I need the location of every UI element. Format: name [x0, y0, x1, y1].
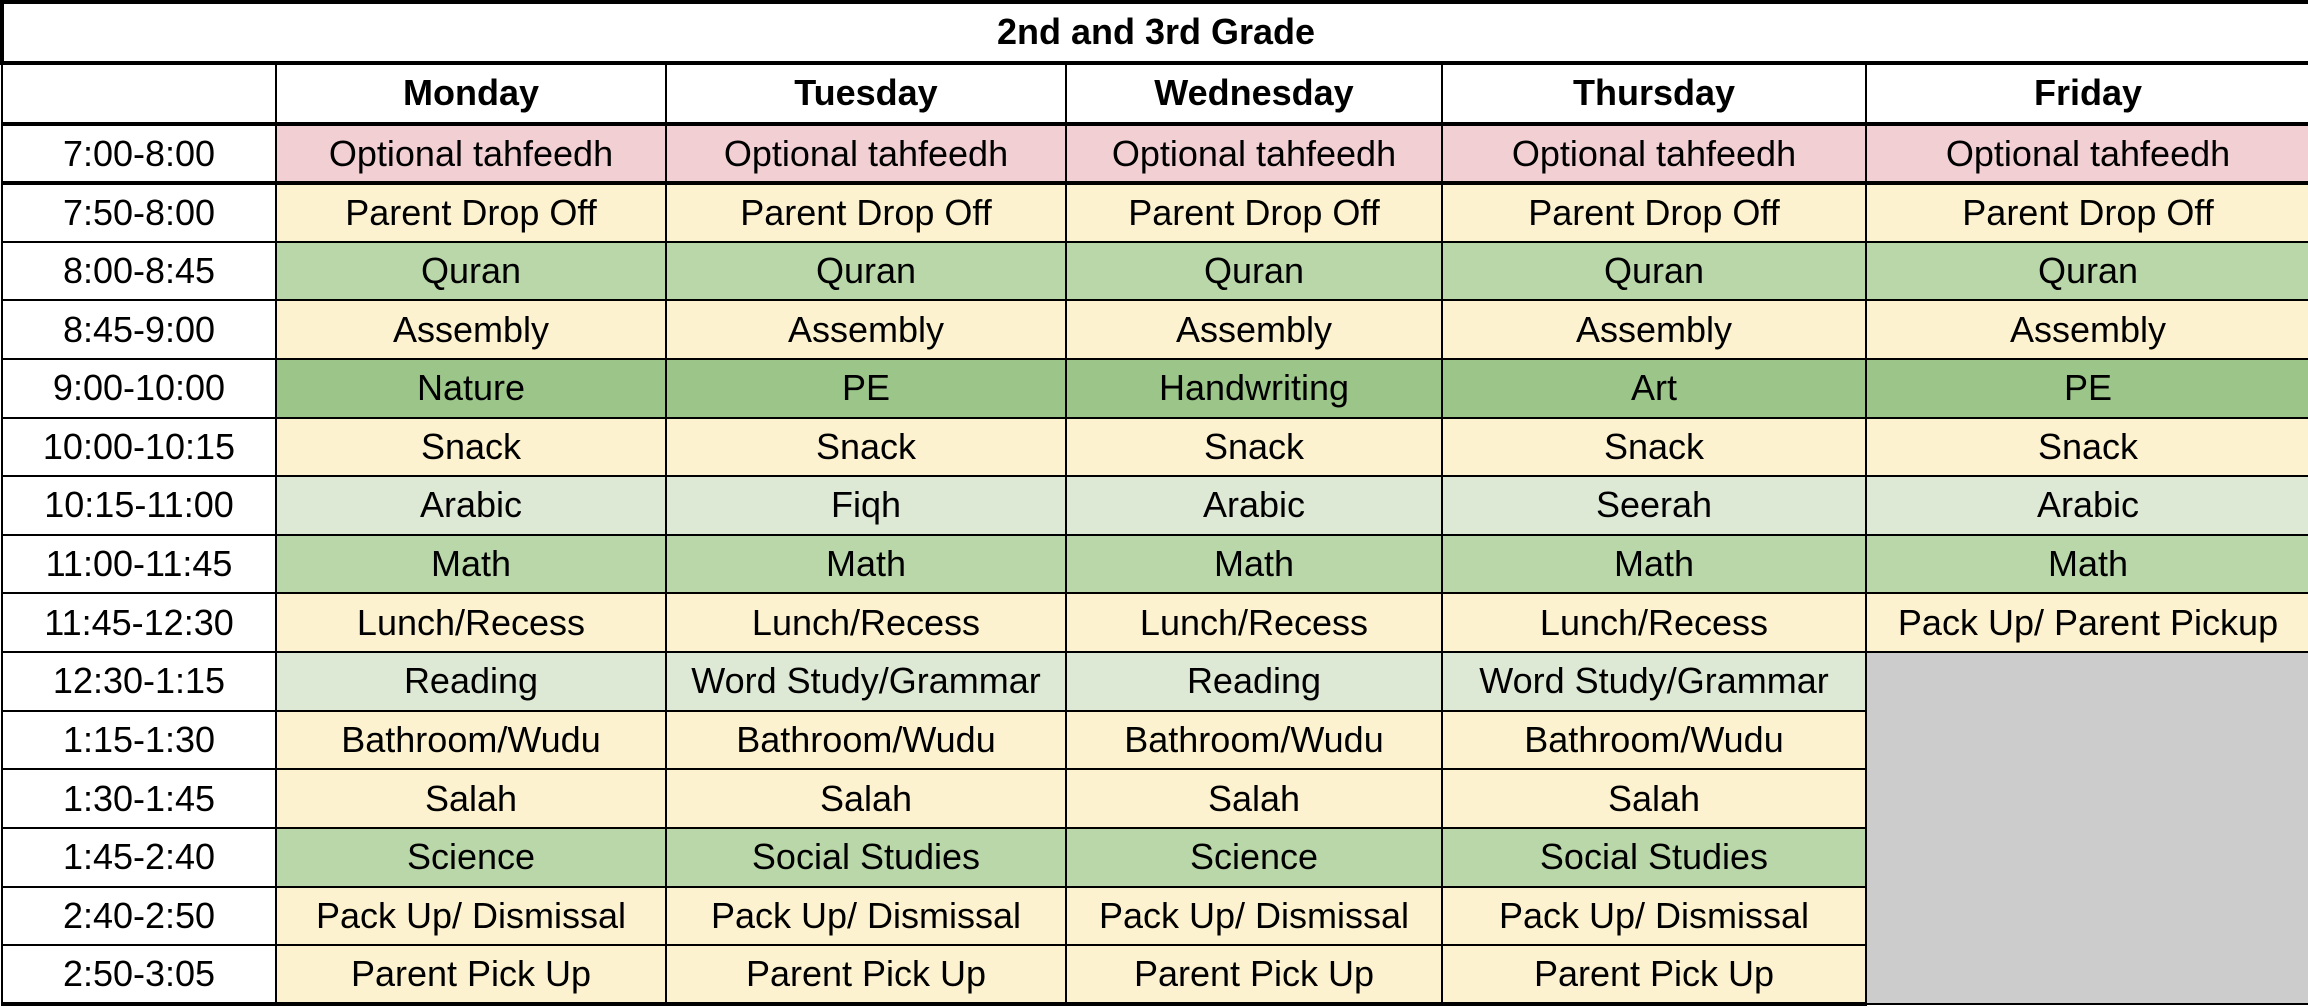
schedule-row — [2, 124, 2308, 183]
schedule-cell: Quran — [276, 242, 666, 301]
schedule-cell: Assembly — [666, 300, 1066, 359]
schedule-cell: Parent Pick Up — [276, 945, 666, 1004]
schedule-cell: Parent Drop Off — [666, 183, 1066, 242]
schedule-cell: Parent Pick Up — [666, 945, 1066, 1004]
schedule-row — [2, 476, 2308, 535]
schedule-cell: Science — [1066, 828, 1442, 887]
schedule-row — [2, 300, 2308, 359]
day-header-tuesday: Tuesday — [666, 63, 1066, 125]
schedule-cell: Pack Up/ Dismissal — [1066, 887, 1442, 946]
schedule-cell: Pack Up/ Parent Pickup — [1866, 593, 2308, 652]
schedule-cell: Math — [1866, 535, 2308, 594]
time-slot-label: 7:50-8:00 — [2, 183, 276, 242]
schedule-cell: Arabic — [1866, 476, 2308, 535]
schedule-cell: Snack — [276, 418, 666, 477]
schedule-cell: Snack — [666, 418, 1066, 477]
time-slot-label: 10:15-11:00 — [2, 476, 276, 535]
schedule-cell: PE — [666, 359, 1066, 418]
schedule-cell: Parent Drop Off — [1066, 183, 1442, 242]
schedule-cell: Salah — [276, 769, 666, 828]
day-header-wednesday: Wednesday — [1066, 63, 1442, 125]
schedule-cell: Parent Pick Up — [1066, 945, 1442, 1004]
schedule-cell: PE — [1866, 359, 2308, 418]
schedule-cell: Snack — [1442, 418, 1866, 477]
schedule-row — [2, 652, 2308, 711]
schedule-row — [2, 418, 2308, 477]
schedule-cell: Salah — [666, 769, 1066, 828]
schedule-cell: Math — [666, 535, 1066, 594]
time-slot-label: 8:45-9:00 — [2, 300, 276, 359]
schedule-cell: Reading — [276, 652, 666, 711]
day-header-friday: Friday — [1866, 63, 2308, 125]
day-header-monday: Monday — [276, 63, 666, 125]
schedule-cell: Bathroom/Wudu — [1066, 711, 1442, 770]
time-slot-label: 11:00-11:45 — [2, 535, 276, 594]
time-slot-label: 10:00-10:15 — [2, 418, 276, 477]
time-slot-label: 2:40-2:50 — [2, 887, 276, 946]
schedule-cell: Science — [276, 828, 666, 887]
schedule-cell: Nature — [276, 359, 666, 418]
schedule-cell: Quran — [1066, 242, 1442, 301]
schedule-cell: Salah — [1066, 769, 1442, 828]
schedule-cell: Handwriting — [1066, 359, 1442, 418]
schedule-cell: Bathroom/Wudu — [276, 711, 666, 770]
schedule-cell: Optional tahfeedh — [276, 124, 666, 183]
day-header-thursday: Thursday — [1442, 63, 1866, 125]
schedule-cell: Lunch/Recess — [666, 593, 1066, 652]
schedule-cell: Bathroom/Wudu — [666, 711, 1066, 770]
title-row — [2, 2, 2308, 63]
schedule-cell: Pack Up/ Dismissal — [1442, 887, 1866, 946]
schedule-cell: Pack Up/ Dismissal — [276, 887, 666, 946]
time-slot-label: 1:30-1:45 — [2, 769, 276, 828]
schedule-cell: Parent Drop Off — [1866, 183, 2308, 242]
schedule-cell: Arabic — [276, 476, 666, 535]
schedule-cell: Parent Drop Off — [276, 183, 666, 242]
schedule-cell: Parent Drop Off — [1442, 183, 1866, 242]
time-slot-label: 1:45-2:40 — [2, 828, 276, 887]
friday-empty-block — [1866, 652, 2308, 1004]
schedule-cell: Social Studies — [666, 828, 1066, 887]
schedule-cell: Lunch/Recess — [276, 593, 666, 652]
time-slot-label: 7:00-8:00 — [2, 124, 276, 183]
schedule-cell: Lunch/Recess — [1066, 593, 1442, 652]
schedule-cell: Salah — [1442, 769, 1866, 828]
schedule-cell: Assembly — [276, 300, 666, 359]
schedule-cell: Fiqh — [666, 476, 1066, 535]
time-slot-label: 1:15-1:30 — [2, 711, 276, 770]
schedule-cell: Optional tahfeedh — [1442, 124, 1866, 183]
schedule-cell: Social Studies — [1442, 828, 1866, 887]
time-slot-label: 12:30-1:15 — [2, 652, 276, 711]
schedule-cell: Quran — [1866, 242, 2308, 301]
schedule-title: 2nd and 3rd Grade — [2, 2, 2308, 63]
schedule-cell: Bathroom/Wudu — [1442, 711, 1866, 770]
schedule-cell: Pack Up/ Dismissal — [666, 887, 1066, 946]
schedule-cell: Math — [1442, 535, 1866, 594]
schedule-cell: Assembly — [1866, 300, 2308, 359]
schedule-cell: Assembly — [1442, 300, 1866, 359]
time-slot-label: 2:50-3:05 — [2, 945, 276, 1004]
schedule-cell: Word Study/Grammar — [666, 652, 1066, 711]
time-column-header — [2, 63, 276, 125]
schedule-cell: Math — [276, 535, 666, 594]
time-slot-label: 9:00-10:00 — [2, 359, 276, 418]
schedule-cell: Parent Pick Up — [1442, 945, 1866, 1004]
schedule-cell: Optional tahfeedh — [1066, 124, 1442, 183]
schedule-row — [2, 535, 2308, 594]
schedule-cell: Quran — [666, 242, 1066, 301]
schedule-cell: Math — [1066, 535, 1442, 594]
schedule-cell: Snack — [1866, 418, 2308, 477]
schedule-row — [2, 183, 2308, 242]
schedule-row — [2, 242, 2308, 301]
day-header-row — [2, 63, 2308, 125]
time-slot-label: 11:45-12:30 — [2, 593, 276, 652]
schedule-row — [2, 593, 2308, 652]
schedule-cell: Lunch/Recess — [1442, 593, 1866, 652]
schedule-cell: Assembly — [1066, 300, 1442, 359]
schedule-cell: Arabic — [1066, 476, 1442, 535]
schedule-cell: Seerah — [1442, 476, 1866, 535]
schedule-row — [2, 359, 2308, 418]
schedule-cell: Optional tahfeedh — [666, 124, 1066, 183]
schedule-cell: Reading — [1066, 652, 1442, 711]
schedule-cell: Quran — [1442, 242, 1866, 301]
schedule-cell: Optional tahfeedh — [1866, 124, 2308, 183]
schedule-cell: Word Study/Grammar — [1442, 652, 1866, 711]
schedule-cell: Snack — [1066, 418, 1442, 477]
time-slot-label: 8:00-8:45 — [2, 242, 276, 301]
schedule-cell: Art — [1442, 359, 1866, 418]
